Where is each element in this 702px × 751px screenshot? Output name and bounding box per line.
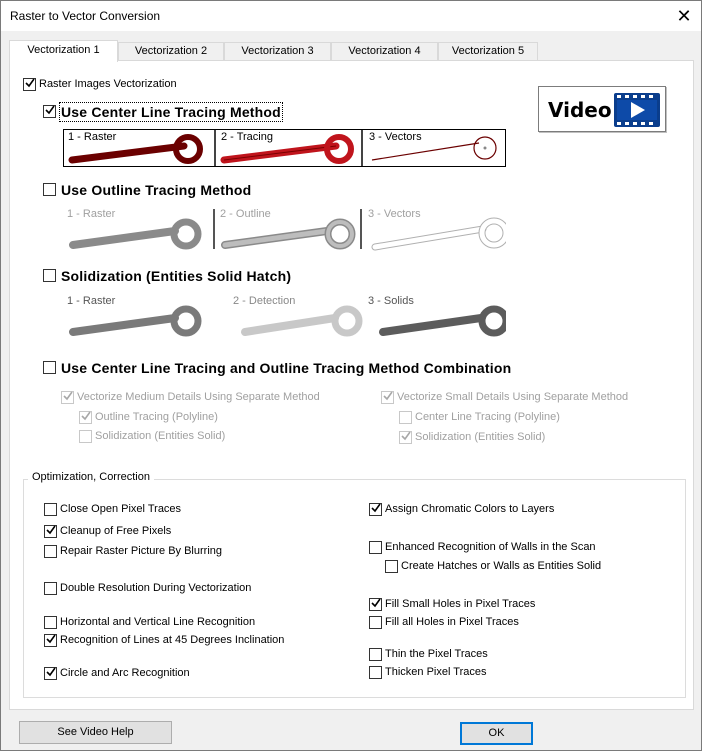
cleanup-free-pixels-label: Cleanup of Free Pixels: [60, 525, 172, 537]
lines-45-recognition-label: Recognition of Lines at 45 Degrees Inclination: [60, 634, 285, 646]
close-open-traces-label: Close Open Pixel Traces: [60, 503, 182, 515]
medium-solid-checkbox[interactable]: [79, 430, 92, 443]
fill-small-holes-label: Fill Small Holes in Pixel Traces: [385, 598, 536, 610]
solidization-step-2: 2 - Detection: [233, 295, 296, 307]
outline-step-3: 3 - Vectors: [368, 208, 421, 220]
center-line-illustration: [63, 129, 506, 167]
tab-vectorization-5[interactable]: Vectorization 5: [438, 42, 538, 61]
solidization-checkbox[interactable]: [43, 269, 56, 282]
medium-details-label: Vectorize Medium Details Using Separate Method: [77, 391, 320, 403]
medium-solid-label: Solidization (Entities Solid): [95, 430, 226, 442]
tab-panel: [9, 60, 694, 710]
lines-45-recognition-checkbox[interactable]: [44, 634, 57, 647]
hv-line-recognition-label: Horizontal and Vertical Line Recognition: [60, 616, 256, 628]
center-line-step-1: 1 - Raster: [68, 131, 117, 143]
walls-recognition-label: Enhanced Recognition of Walls in the Scan: [385, 541, 596, 553]
small-details-checkbox[interactable]: [381, 391, 394, 404]
outline-checkbox[interactable]: [43, 183, 56, 196]
medium-details-checkbox[interactable]: [61, 391, 74, 404]
close-open-traces-checkbox[interactable]: [44, 503, 57, 516]
center-line-checkbox[interactable]: [43, 105, 56, 118]
chromatic-colors-checkbox[interactable]: [369, 503, 382, 516]
small-center-label: Center Line Tracing (Polyline): [415, 411, 560, 423]
thicken-traces-checkbox[interactable]: [369, 666, 382, 679]
outline-step-2: 2 - Outline: [220, 208, 271, 220]
center-line-step-2: 2 - Tracing: [221, 131, 273, 143]
raster-vectorization-label: Raster Images Vectorization: [39, 78, 177, 90]
thicken-traces-label: Thicken Pixel Traces: [385, 666, 487, 678]
thin-traces-label: Thin the Pixel Traces: [385, 648, 488, 660]
medium-outline-label: Outline Tracing (Polyline): [95, 411, 218, 423]
small-solid-label: Solidization (Entities Solid): [415, 431, 546, 443]
film-play-icon: [614, 93, 660, 127]
circle-arc-recognition-checkbox[interactable]: [44, 667, 57, 680]
medium-outline-checkbox[interactable]: [79, 411, 92, 424]
center-line-step-3: 3 - Vectors: [369, 131, 422, 143]
see-video-help-button[interactable]: See Video Help: [19, 721, 172, 744]
repair-blurring-label: Repair Raster Picture By Blurring: [60, 545, 223, 557]
window-title: Raster to Vector Conversion: [10, 9, 161, 23]
fill-all-holes-label: Fill all Holes in Pixel Traces: [385, 616, 519, 628]
center-line-shapes: [64, 130, 505, 166]
small-center-checkbox[interactable]: [399, 411, 412, 424]
tab-vectorization-1[interactable]: Vectorization 1: [9, 40, 118, 62]
fill-all-holes-checkbox[interactable]: [369, 616, 382, 629]
optimization-title: Optimization, Correction: [28, 471, 154, 483]
video-button[interactable]: [538, 86, 666, 132]
ok-button[interactable]: OK: [460, 722, 533, 745]
solidization-illustration: [63, 294, 506, 338]
double-resolution-checkbox[interactable]: [44, 582, 57, 595]
solidization-step-3: 3 - Solids: [368, 295, 414, 307]
outline-illustration: [63, 207, 506, 251]
hatches-walls-solid-label: Create Hatches or Walls as Entities Solid: [401, 560, 602, 572]
tab-vectorization-4[interactable]: Vectorization 4: [331, 42, 438, 61]
outline-label: Use Outline Tracing Method: [61, 182, 252, 198]
small-solid-checkbox[interactable]: [399, 431, 412, 444]
walls-recognition-checkbox[interactable]: [369, 541, 382, 554]
circle-arc-recognition-label: Circle and Arc Recognition: [60, 667, 190, 679]
close-icon[interactable]: ✕: [676, 5, 692, 26]
outline-step-1: 1 - Raster: [67, 208, 116, 220]
hv-line-recognition-checkbox[interactable]: [44, 616, 57, 629]
center-line-label: Use Center Line Tracing Method: [61, 104, 281, 120]
solidization-shapes: [63, 294, 506, 338]
combination-checkbox[interactable]: [43, 361, 56, 374]
repair-blurring-checkbox[interactable]: [44, 545, 57, 558]
raster-vectorization-checkbox[interactable]: [23, 78, 36, 91]
title-bar: [1, 1, 701, 31]
outline-shapes: [63, 207, 506, 251]
combination-label: Use Center Line Tracing and Outline Tracing Method Combination: [61, 360, 512, 376]
solidization-label: Solidization (Entities Solid Hatch): [61, 268, 292, 284]
tab-vectorization-3[interactable]: Vectorization 3: [224, 42, 331, 61]
solidization-step-1: 1 - Raster: [67, 295, 116, 307]
double-resolution-label: Double Resolution During Vectorization: [60, 582, 252, 594]
small-details-label: Vectorize Small Details Using Separate Method: [397, 391, 629, 403]
chromatic-colors-label: Assign Chromatic Colors to Layers: [385, 503, 555, 515]
hatches-walls-solid-checkbox[interactable]: [385, 560, 398, 573]
tab-vectorization-2[interactable]: Vectorization 2: [118, 42, 224, 61]
video-button-label: Video: [548, 98, 612, 122]
cleanup-free-pixels-checkbox[interactable]: [44, 525, 57, 538]
thin-traces-checkbox[interactable]: [369, 648, 382, 661]
fill-small-holes-checkbox[interactable]: [369, 598, 382, 611]
